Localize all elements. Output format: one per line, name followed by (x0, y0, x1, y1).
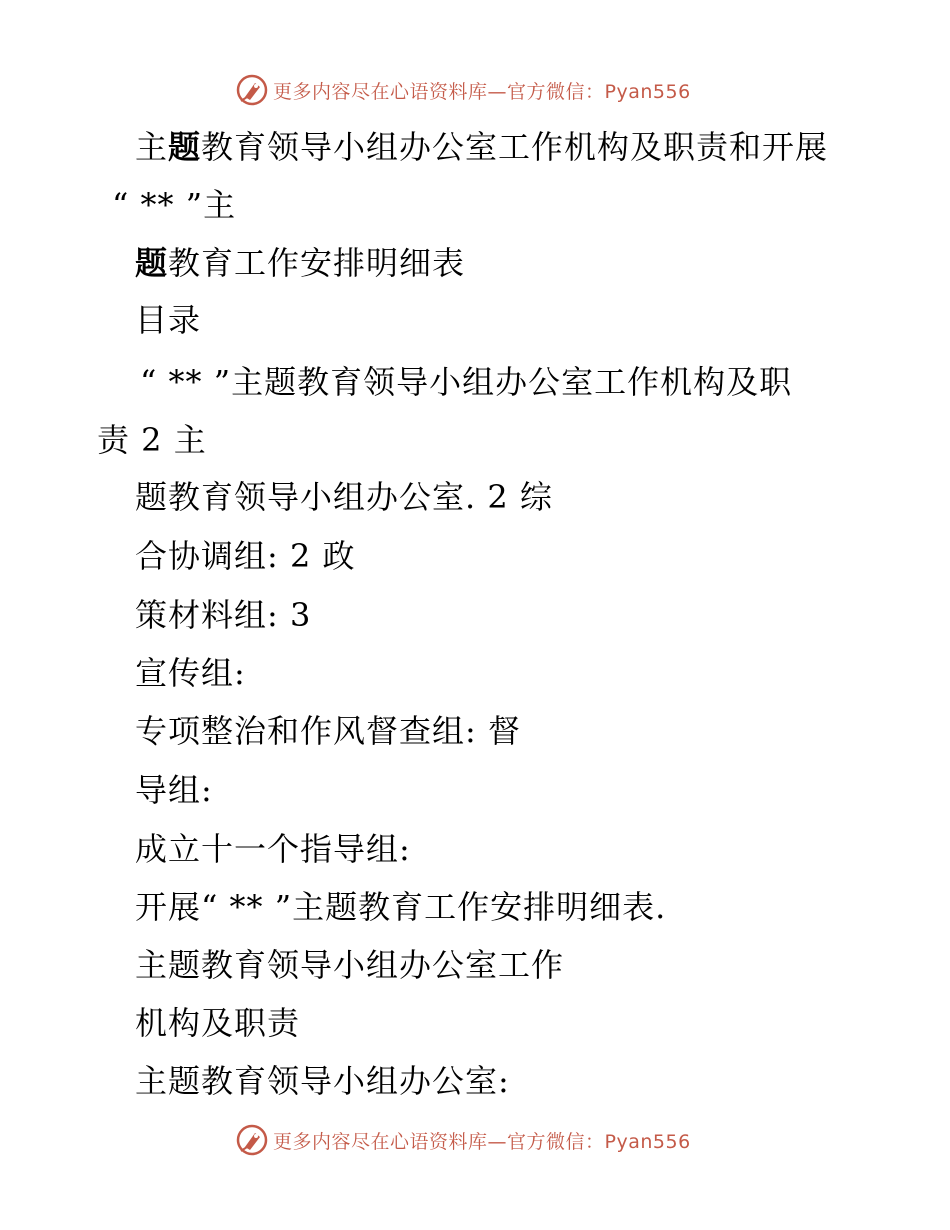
toc-line-5: 策材料组: 3 (135, 596, 312, 634)
title-line-3-a: 题 (135, 244, 169, 282)
toc-line-4: 合协调组: 2 政 (135, 537, 356, 575)
toc-line-10: 开展“ ** ”主题教育工作安排明细表. (135, 888, 667, 926)
toc-heading: 目录 (135, 301, 202, 339)
toc-line-3: 题教育领导小组办公室. 2 综 (135, 478, 553, 516)
title-line-2: “ ** ”主 (112, 186, 237, 224)
body-line-3: 主题教育领导小组办公室: (135, 1062, 510, 1100)
toc-line-1: “ ** ”主题教育领导小组办公室工作机构及职 (140, 363, 793, 401)
title-line-1-c: 教育领导小组办公室工作机构及职责和开展 (201, 128, 829, 166)
footer-banner (235, 1122, 691, 1158)
header-banner-text: 更多内容尽在心语资料库—官方微信：Pyan556 (273, 80, 691, 103)
toc-line-8: 导组: (135, 771, 213, 809)
body-line-2: 机构及职责 (135, 1004, 301, 1042)
toc-line-9: 成立十一个指导组: (135, 830, 411, 868)
toc-line-6: 宣传组: (135, 654, 246, 692)
title-line-1-a: 主 (135, 128, 169, 166)
title-line-3 (135, 243, 465, 283)
title-line-1 (135, 127, 828, 167)
title-line-1-b: 题 (168, 128, 202, 166)
body-line-1: 主题教育领导小组办公室工作 (135, 946, 565, 984)
toc-line-7: 专项整治和作风督查组: 督 (135, 712, 521, 750)
footer-banner-text: 更多内容尽在心语资料库—官方微信：Pyan556 (273, 1130, 691, 1153)
toc-line-2: 责 2 主 (97, 421, 207, 459)
pen-nib-logo-icon (235, 1123, 269, 1157)
title-line-3-b: 教育工作安排明细表 (168, 244, 466, 282)
header-banner (235, 72, 691, 108)
pen-nib-logo-icon (235, 73, 269, 107)
